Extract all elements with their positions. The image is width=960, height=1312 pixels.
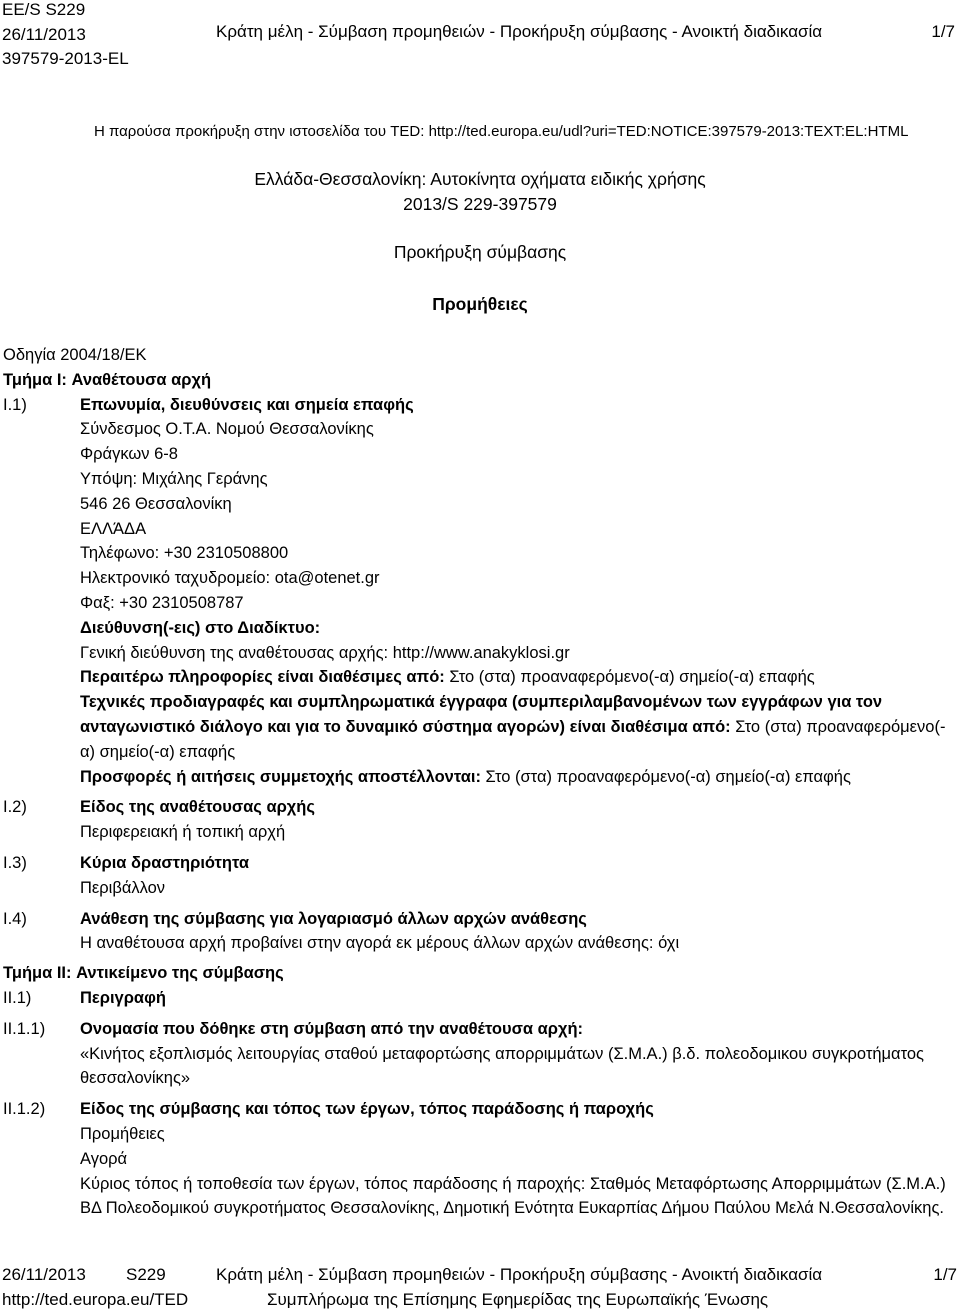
contact-person: Υπόψη: Μιχάλης Γεράνης — [80, 469, 268, 488]
item-number: II.1) — [3, 988, 32, 1007]
header-date: 26/11/2013 — [2, 24, 86, 44]
item-title: Είδος της αναθέτουσας αρχής — [80, 798, 315, 817]
specs-info — [80, 690, 953, 764]
section-i1 — [3, 393, 953, 790]
page-footer — [2, 1262, 957, 1312]
item-value: Η αναθέτουσα αρχή προβαίνει στην αγορά εκ μέρους άλλων αρχών ανάθεσης: όχι — [80, 934, 680, 953]
title-block — [0, 167, 960, 217]
item-title: Κύρια δραστηριότητα — [80, 853, 250, 872]
item-number: II.1.2) — [3, 1100, 46, 1119]
footer-title: Κράτη μέλη - Σύμβαση προμηθειών - Προκήρυξη σύμβασης - Ανοικτή διαδικασία — [216, 1265, 823, 1284]
header-page-number: 1/7 — [931, 22, 955, 41]
section-2-heading: Τμήμα II: Αντικείμενο της σύμβασης — [3, 964, 284, 983]
city: 546 26 Θεσσαλονίκη — [80, 494, 232, 513]
specs-label: Τεχνικές προδιαγραφές και συμπληρωματικά έγγραφα (συμπεριλαμβανομένων των εγγράφων για τον ανταγωνιστικό διάλογο και για το δυναμικό σύστημα αγορών) είναι διαθέσιμα από: — [80, 693, 883, 736]
item-number: II.1.1) — [3, 1019, 46, 1038]
header-title: Κράτη μέλη - Σύμβαση προμηθειών - Προκήρυξη σύμβασης - Ανοικτή διαδικασία — [216, 22, 823, 41]
country: ΕΛΛΆΔΑ — [80, 519, 147, 538]
footer-page-number: 1/7 — [933, 1265, 957, 1284]
phone: Τηλέφωνο: +30 2310508800 — [80, 544, 289, 563]
notice-type: Προκήρυξη σύμβασης — [393, 242, 567, 262]
item-number: I.1) — [3, 395, 27, 414]
header-series: EE/S S229 — [2, 0, 86, 19]
contract-title: «Κινήτος εξοπλισμός λειτουργίας σταθού μεταφορτώσης απορριμμάτων (Σ.Μ.Α.) β.δ. πολεοδομικου συγκροτήματος θεσσαλονίκης» — [80, 1044, 925, 1088]
specs-value: Στο (στα) προαναφερόμενο(-α) σημείο(-α) επαφής — [80, 717, 946, 761]
section-ii11 — [3, 1017, 953, 1091]
section-i2 — [3, 795, 953, 845]
item-title: Περιγραφή — [80, 988, 166, 1007]
item-title: Ανάθεση της σύμβασης για λογαριασμό άλλων αρχών ανάθεσης — [80, 909, 587, 928]
footer-url[interactable]: http://ted.europa.eu/TED — [2, 1290, 189, 1309]
fax: Φαξ: +30 2310508787 — [80, 593, 244, 612]
notice-reference: 2013/S 229-397579 — [403, 194, 557, 214]
footer-series: S229 — [126, 1265, 166, 1284]
notice-title: Ελλάδα-Θεσσαλονίκη: Αυτοκίνητα οχήματα ειδικής χρήσης — [254, 169, 706, 189]
item-value: Περιφερειακή ή τοπική αρχή — [80, 823, 286, 842]
contract-type: Προμήθειες — [80, 1124, 165, 1143]
tenders-info — [80, 765, 953, 790]
item-number: I.4) — [3, 909, 27, 928]
contract-subtype: Αγορά — [80, 1149, 128, 1168]
footer-date: 26/11/2013 — [2, 1265, 86, 1284]
item-value: Περιβάλλον — [80, 878, 166, 897]
contract-location: Κύριος τόπος ή τοποθεσία των έργων, τόπος παράδοσης ή παροχής: Σταθμός Μεταφόρτωσης Απορριμμάτων (Σ.Μ.Α.) ΒΔ Πολεοδομικού συγκροτήματος Θεσσαλονίκης, Δημοτική Ενότητα Ευκαρπίας Δήμου Παύλου Μελά Ν.Θεσσαλονίκης. — [80, 1174, 946, 1218]
tenders-value: Στο (στα) προαναφερόμενο(-α) σημείο(-α) επαφής — [480, 767, 851, 786]
item-title: Ονομασία που δόθηκε στη σύμβαση από την αναθέτουσα αρχή: — [80, 1019, 584, 1038]
internet-label: Διεύθυνση(-εις) στο Διαδίκτυο: — [80, 618, 321, 637]
header-notice-id: 397579-2013-EL — [2, 49, 129, 68]
organisation-name: Σύνδεσμος Ο.Τ.Α. Νομού Θεσσαλονίκης — [80, 420, 374, 439]
notice-content — [3, 343, 953, 1221]
item-title: Επωνυμία, διευθύνσεις και σημεία επαφής — [80, 395, 414, 414]
street-address: Φράγκων 6-8 — [80, 445, 178, 464]
notice-category: Προμήθειες — [432, 294, 528, 314]
item-number: I.3) — [3, 853, 27, 872]
more-info — [80, 665, 953, 690]
section-i4 — [3, 907, 953, 957]
section-ii12 — [3, 1097, 953, 1221]
directive: Οδηγία 2004/18/ΕΚ — [3, 346, 147, 364]
section-i3 — [3, 851, 953, 901]
notice-url-line[interactable]: Η παρούσα προκήρυξη στην ιστοσελίδα του TED: http://ted.europa.eu/udl?uri=TED:NOTICE:397579-2013:TEXT:EL:HTML — [94, 123, 909, 140]
section-ii1 — [3, 986, 953, 1011]
more-info-label: Περαιτέρω πληροφορίες είναι διαθέσιμες από: — [80, 668, 445, 687]
footer-supplement: Συμπλήρωμα της Επίσημης Εφημερίδας της Ευρωπαϊκής Ένωσης — [267, 1290, 769, 1309]
tenders-label: Προσφορές ή αιτήσεις συμμετοχής αποστέλλονται: — [80, 767, 481, 786]
more-info-value: Στο (στα) προαναφερόμενο(-α) σημείο(-α) επαφής — [444, 668, 815, 687]
page-header-left — [2, 0, 129, 72]
email[interactable]: Ηλεκτρονικό ταχυδρομείο: ota@otenet.gr — [80, 569, 380, 588]
item-number: I.2) — [3, 798, 27, 817]
section-1-heading: Τμήμα I: Αναθέτουσα αρχή — [3, 370, 212, 389]
item-title: Είδος της σύμβασης και τόπος των έργων, τόπος παράδοσης ή παροχής — [80, 1100, 654, 1119]
general-address[interactable]: Γενική διεύθυνση της αναθέτουσας αρχής: http://www.anakyklosi.gr — [80, 643, 570, 662]
